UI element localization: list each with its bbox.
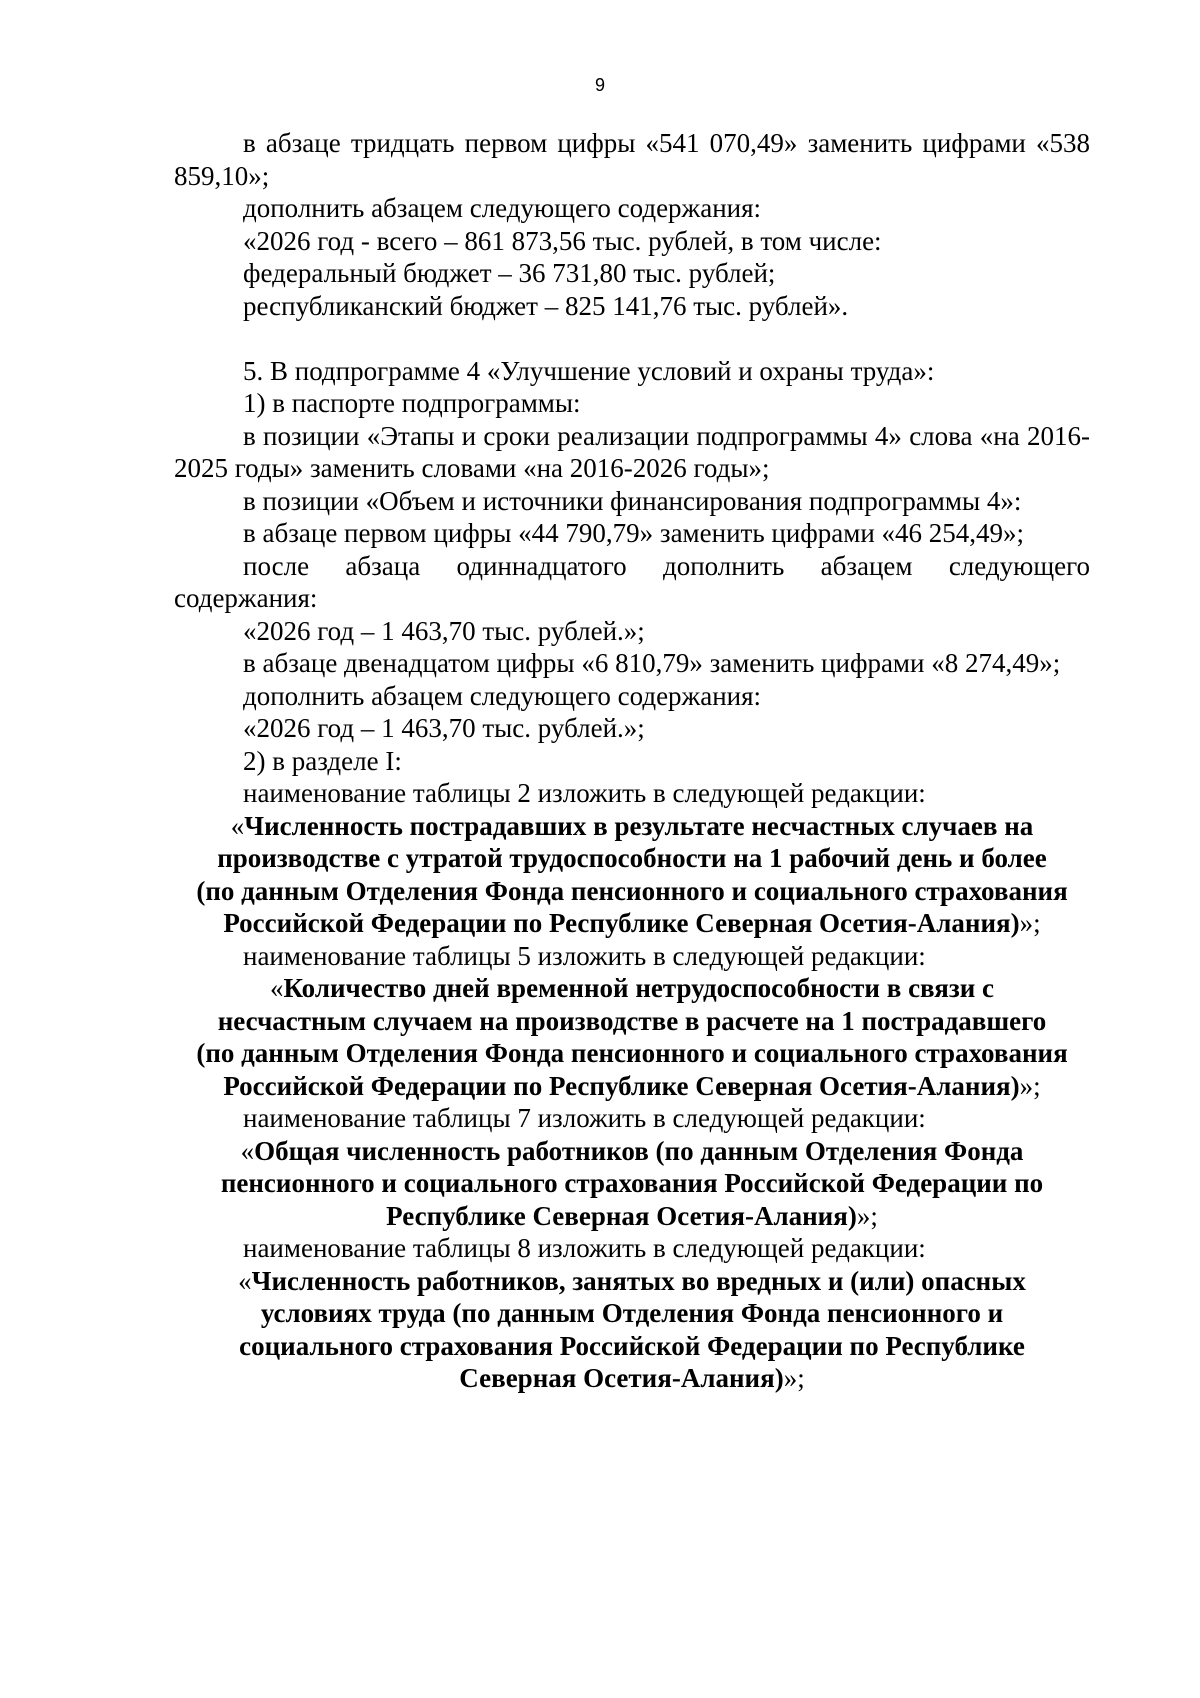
paragraph: федеральный бюджет – 36 731,80 тыс. рублей; (243, 258, 776, 288)
title-line: «Численность пострадавших в результате несчастных случаев на (230, 810, 1034, 841)
title-line: Российской Федерации по Республике Северная Осетия-Алания)»; (223, 1070, 1041, 1101)
title-line: несчастным случаем на производстве в расчете на 1 пострадавшего (217, 1005, 1047, 1036)
table-7-title (174, 1135, 1090, 1233)
paragraph: «2026 год – 1 463,70 тыс. рублей.»; (243, 713, 645, 743)
paragraph: 2) в разделе I: (243, 745, 402, 776)
table-5-title (174, 972, 1090, 1102)
title-line: Республике Северная Осетия-Алания)»; (386, 1200, 878, 1231)
title-line: Российской Федерации по Республике Северная Осетия-Алания)»; (223, 908, 1041, 938)
table-8-title (174, 1265, 1090, 1395)
paragraph: в абзаце первом цифры «44 790,79» заменить цифрами «46 254,49»; (243, 518, 1025, 548)
title-line: социального страхования Российской Федерации по Республике (239, 1330, 1025, 1361)
paragraph: республиканский бюджет – 825 141,76 тыс. рублей». (243, 290, 849, 321)
title-line: производстве с утратой трудоспособности на 1 рабочий день и более (217, 843, 1047, 873)
document-body (174, 127, 1090, 1395)
title-line: условиях труда (по данным Отделения Фонда пенсионного и (260, 1298, 1004, 1328)
title-line: Северная Осетия-Алания)»; (459, 1363, 805, 1393)
title-line: пенсионного и социального страхования Российской Федерации по (220, 1168, 1044, 1198)
paragraph: в позиции «Этапы и сроки реализации подпрограммы 4» слова «на 2016-2025 годы» заменить словами «на 2016-2026 годы»; (174, 420, 1090, 483)
title-line: «Количество дней временной нетрудоспособности в связи с (269, 973, 995, 1003)
paragraph: наименование таблицы 2 изложить в следующей редакции: (243, 778, 926, 808)
paragraph: в позиции «Объем и источники финансирования подпрограммы 4»: (243, 485, 1022, 516)
title-line: «Численность работников, занятых во вредных и (или) опасных (238, 1265, 1026, 1296)
paragraph: «2026 год - всего – 861 873,56 тыс. рублей, в том числе: (243, 225, 882, 256)
title-line: (по данным Отделения Фонда пенсионного и социального страхования (196, 875, 1068, 906)
table-2-title (174, 810, 1090, 940)
paragraph: наименование таблицы 5 изложить в следующей редакции: (243, 940, 926, 971)
paragraph: наименование таблицы 8 изложить в следующей редакции: (243, 1233, 926, 1263)
paragraph: дополнить абзацем следующего содержания: (243, 680, 762, 711)
paragraph: дополнить абзацем следующего содержания: (243, 193, 762, 223)
paragraph: в абзаце двенадцатом цифры «6 810,79» заменить цифрами «8 274,49»; (243, 648, 1061, 678)
paragraph: 1) в паспорте подпрограммы: (243, 388, 581, 418)
title-line: (по данным Отделения Фонда пенсионного и социального страхования (196, 1038, 1068, 1068)
section-heading: 5. В подпрограмме 4 «Улучшение условий и охраны труда»: (243, 355, 935, 386)
paragraph: в абзаце тридцать первом цифры «541 070,49» заменить цифрами «538 859,10»; (174, 128, 1090, 191)
paragraph: после абзаца одиннадцатого дополнить абзацем следующего содержания: (174, 550, 1090, 613)
paragraph: наименование таблицы 7 изложить в следующей редакции: (243, 1103, 926, 1133)
paragraph: «2026 год – 1 463,70 тыс. рублей.»; (243, 615, 645, 646)
page-number: 9 (594, 75, 605, 95)
title-line: «Общая численность работников (по данным Отделения Фонда (240, 1135, 1024, 1166)
